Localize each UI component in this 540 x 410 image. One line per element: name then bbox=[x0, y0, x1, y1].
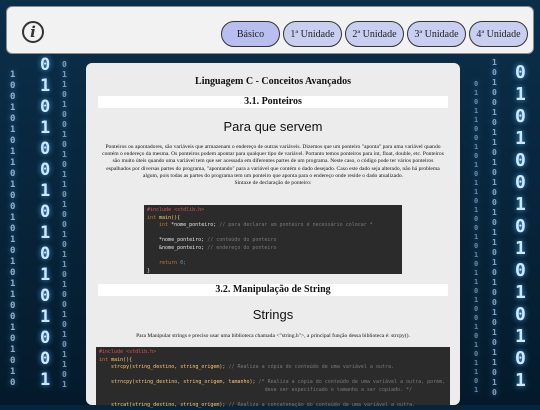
code-text: *nome_ponteiro; bbox=[168, 222, 220, 229]
nav-button-basico[interactable]: Básico bbox=[221, 21, 280, 47]
code-text: strcat(string_destino, string_origem); bbox=[99, 402, 229, 409]
nav-button-unidade-2[interactable]: 2ª Unidade bbox=[345, 21, 404, 47]
code-text: } bbox=[147, 267, 151, 274]
code-keyword: int bbox=[147, 222, 169, 229]
page-title: Linguagem C - Conceitos Avançados bbox=[195, 76, 351, 87]
code-comment: deve ser especificado o tamanho a ser copiado. */ bbox=[99, 386, 413, 393]
code-line: #include <stdlib.h> bbox=[99, 349, 157, 355]
binary-column: 0 1 1 0 1 0 0 1 0 1 0 1 1 0 1 0 0 1 0 1 1 0 1 0 0 1 0 1 0 1 1 0 1 bbox=[62, 60, 67, 389]
code-text: main(){ bbox=[156, 214, 181, 221]
binary-column: 0 1 0 1 0 0 1 0 1 0 1 0 1 0 0 1 bbox=[40, 55, 51, 390]
section-paragraph: Para Manipular strings e preciso usar uma biblioteca chamada <"string.h">, a principal função dessa biblioteca é: strcpy(). bbox=[136, 333, 410, 339]
code-comment: // endereço do ponteiro bbox=[207, 244, 277, 251]
nav-button-unidade-3[interactable]: 3ª Unidade bbox=[407, 21, 466, 47]
paragraph-text: Ponteiros ou apontadores, são variáveis que armazenam o endereço de outras variáveis. Dizemos que um ponteiro "aponta" para uma variável quando contém o endereço da mesma. Os ponteiros podem apontar para qualquer tipo de variável. Portanto temos ponteiros para int, float, double, etc. Ponteiros são muito úteis quando uma variável tem que ser acessada em diferentes partes de um programa. Neste caso, o código pode ter vários ponteiros espalhados por diversas partes do programa, "apontando" para a variável que contém o dado desejado. Caso este dado seja alterado, não há problema algum, pois todas as partes do programa tem um ponteiro que aponta para o endereço onde reside o dado atualizado. bbox=[102, 144, 444, 179]
section-paragraph bbox=[100, 144, 446, 187]
syntax-label: Sintaxe de declaração de ponteiro: bbox=[234, 180, 312, 187]
binary-column: 1 0 1 0 0 1 0 1 1 0 1 0 1 0 0 1 0 1 1 0 1 0 1 0 0 1 0 1 0 1 1 0 1 0 bbox=[492, 58, 497, 397]
code-keyword: return bbox=[147, 260, 178, 267]
code-block-ponteiro bbox=[144, 205, 402, 274]
content-panel bbox=[86, 63, 460, 409]
code-keyword: int bbox=[147, 214, 157, 221]
code-block-strings bbox=[96, 347, 450, 409]
info-icon[interactable]: i bbox=[22, 21, 44, 43]
code-comment: // Realiza a cópia do conteúdo de uma variável a outra. bbox=[228, 364, 395, 371]
section-subtitle: Strings bbox=[252, 307, 294, 322]
code-comment: // Realiza a concatenação do conteúdo de uma variável a outra. bbox=[228, 402, 416, 409]
code-line: #include <stdlib.h> bbox=[147, 207, 205, 213]
binary-column: 0 1 0 1 1 0 0 1 0 1 0 1 1 0 1 0 0 1 0 1 0 1 1 0 1 0 0 1 0 1 0 1 1 0 1 bbox=[474, 80, 479, 394]
section-heading-ponteiros: 3.1. Ponteiros bbox=[98, 96, 448, 108]
code-text: &nome_ponteiro; bbox=[147, 244, 208, 251]
code-text: main(){ bbox=[108, 356, 133, 363]
code-number: 0; bbox=[177, 260, 187, 267]
code-comment: // para declarar um ponteiro é necessário colocar * bbox=[219, 222, 373, 229]
top-navigation-bar bbox=[6, 6, 534, 54]
nav-button-unidade-1[interactable]: 1ª Unidade bbox=[283, 21, 342, 47]
binary-column: 1 0 0 1 0 1 0 1 1 0 1 0 0 1 0 1 0 1 0 1 1 0 0 1 0 1 0 1 0 bbox=[10, 70, 16, 388]
code-text: strcpy(string_destino, string_origem); bbox=[99, 364, 229, 371]
section-subtitle: Para que servem bbox=[223, 119, 323, 134]
binary-column: 0 1 0 1 0 0 1 0 1 0 1 0 1 0 1 bbox=[515, 62, 526, 391]
code-comment: /* Realiza a cópia do conteúdo de uma variável a outra, porém, bbox=[258, 379, 446, 386]
nav-button-unidade-4[interactable]: 4ª Unidade bbox=[469, 21, 528, 47]
code-keyword: int bbox=[99, 356, 109, 363]
section-heading-strings: 3.2. Manipulação de String bbox=[98, 284, 448, 296]
code-comment: // conteúdo do ponteiro bbox=[207, 237, 277, 244]
code-text: strncpy(string_destino, string_origem, tamanho); bbox=[99, 379, 259, 386]
code-text: *nome_ponteiro; bbox=[147, 237, 208, 244]
